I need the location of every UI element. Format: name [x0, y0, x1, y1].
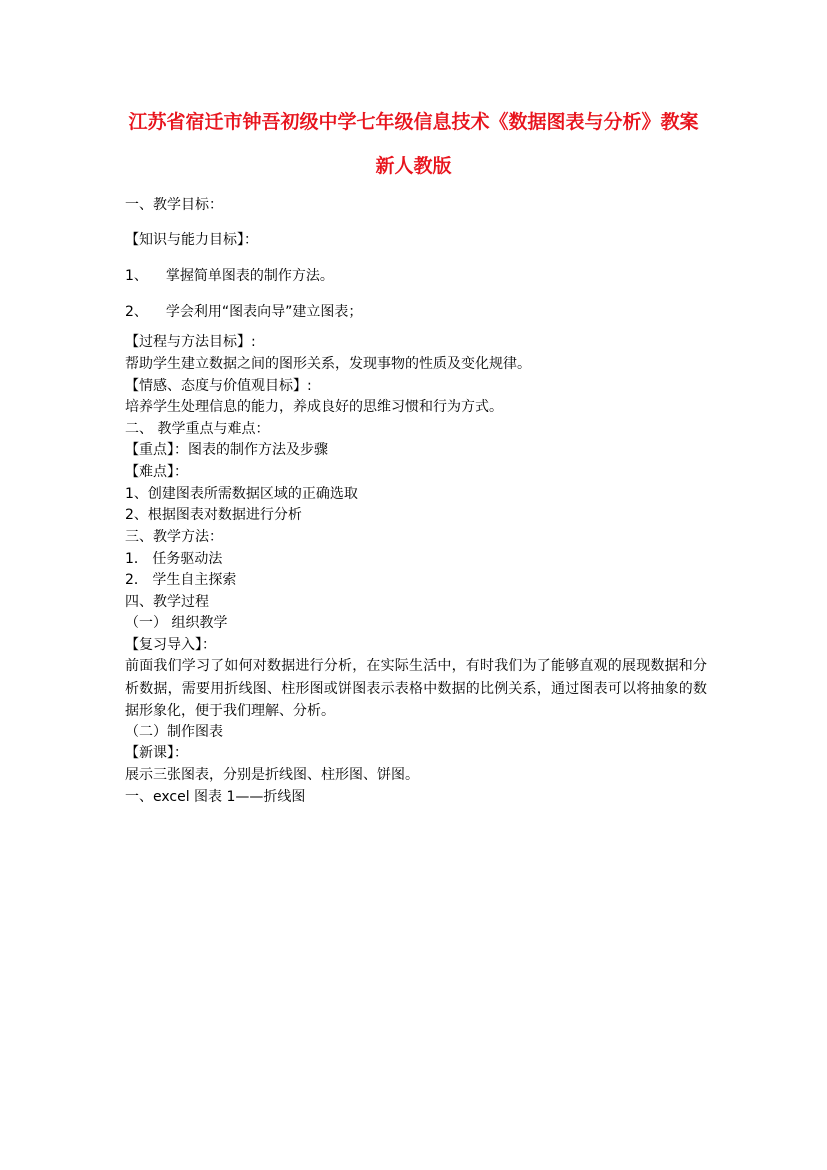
section-heading-objectives: 一、教学目标：	[125, 197, 223, 213]
process-step-make-chart: （二）制作图表	[125, 724, 223, 740]
subheading-knowledge-ability: 【知识与能力目标】：	[125, 232, 258, 248]
difficulty-item-2: 2、根据图表对数据进行分析	[125, 507, 302, 523]
list-item-text: 学会利用“图表向导”建立图表；	[165, 304, 363, 320]
document-title-line1: 江苏省宿迁市钟吾初级中学七年级信息技术《数据图表与分析》教案	[128, 111, 699, 133]
subheading-difficulty: 【难点】：	[125, 464, 188, 480]
paragraph-new-lesson: 展示三张图表，分别是折线图、柱形图、饼图。	[125, 767, 419, 783]
list-item-number: 2、	[125, 304, 148, 320]
process-step-organize: （一） 组织教学	[125, 615, 228, 631]
section-heading-methods: 三、教学方法：	[125, 529, 223, 545]
heading-excel-chart-1: 一、excel 图表 1——折线图	[125, 789, 306, 805]
list-item-2	[125, 302, 362, 322]
method-item-2: 2． 学生自主探索	[125, 572, 237, 588]
list-item-1	[125, 266, 334, 286]
subheading-attitude-values: 【情感、态度与价值观目标】:	[125, 378, 312, 394]
section-heading-process: 四、教学过程	[125, 594, 209, 610]
subheading-new-lesson: 【新课】：	[125, 745, 188, 761]
document-title-line2: 新人教版	[375, 155, 452, 177]
paragraph-process-method: 帮助学生建立数据之间的图形关系，发现事物的性质及变化规律。	[125, 356, 531, 372]
list-item-number: 1、	[125, 268, 148, 284]
list-item-text: 掌握简单图表的制作方法。	[165, 268, 334, 284]
difficulty-item-1: 1、创建图表所需数据区域的正确选取	[125, 486, 358, 502]
paragraph-review: 前面我们学习了如何对数据进行分析，在实际生活中，有时我们为了能够直观的展现数据和分析数据，需要用折线图、柱形图或饼图表示表格中数据的比例关系，通过图表可以将抽象的数据形象化，便于我们理解、分析。	[125, 658, 707, 719]
key-point-text: 【重点】：图表的制作方法及步骤	[125, 442, 328, 458]
paragraph-attitude-values: 培养学生处理信息的能力，养成良好的思维习惯和行为方式。	[125, 399, 503, 415]
subheading-review: 【复习导入】：	[125, 637, 216, 653]
method-item-1: 1． 任务驱动法	[125, 551, 223, 567]
subheading-process-method: 【过程与方法目标】:	[125, 334, 256, 350]
section-heading-key-points: 二、 教学重点与难点：	[125, 421, 270, 437]
